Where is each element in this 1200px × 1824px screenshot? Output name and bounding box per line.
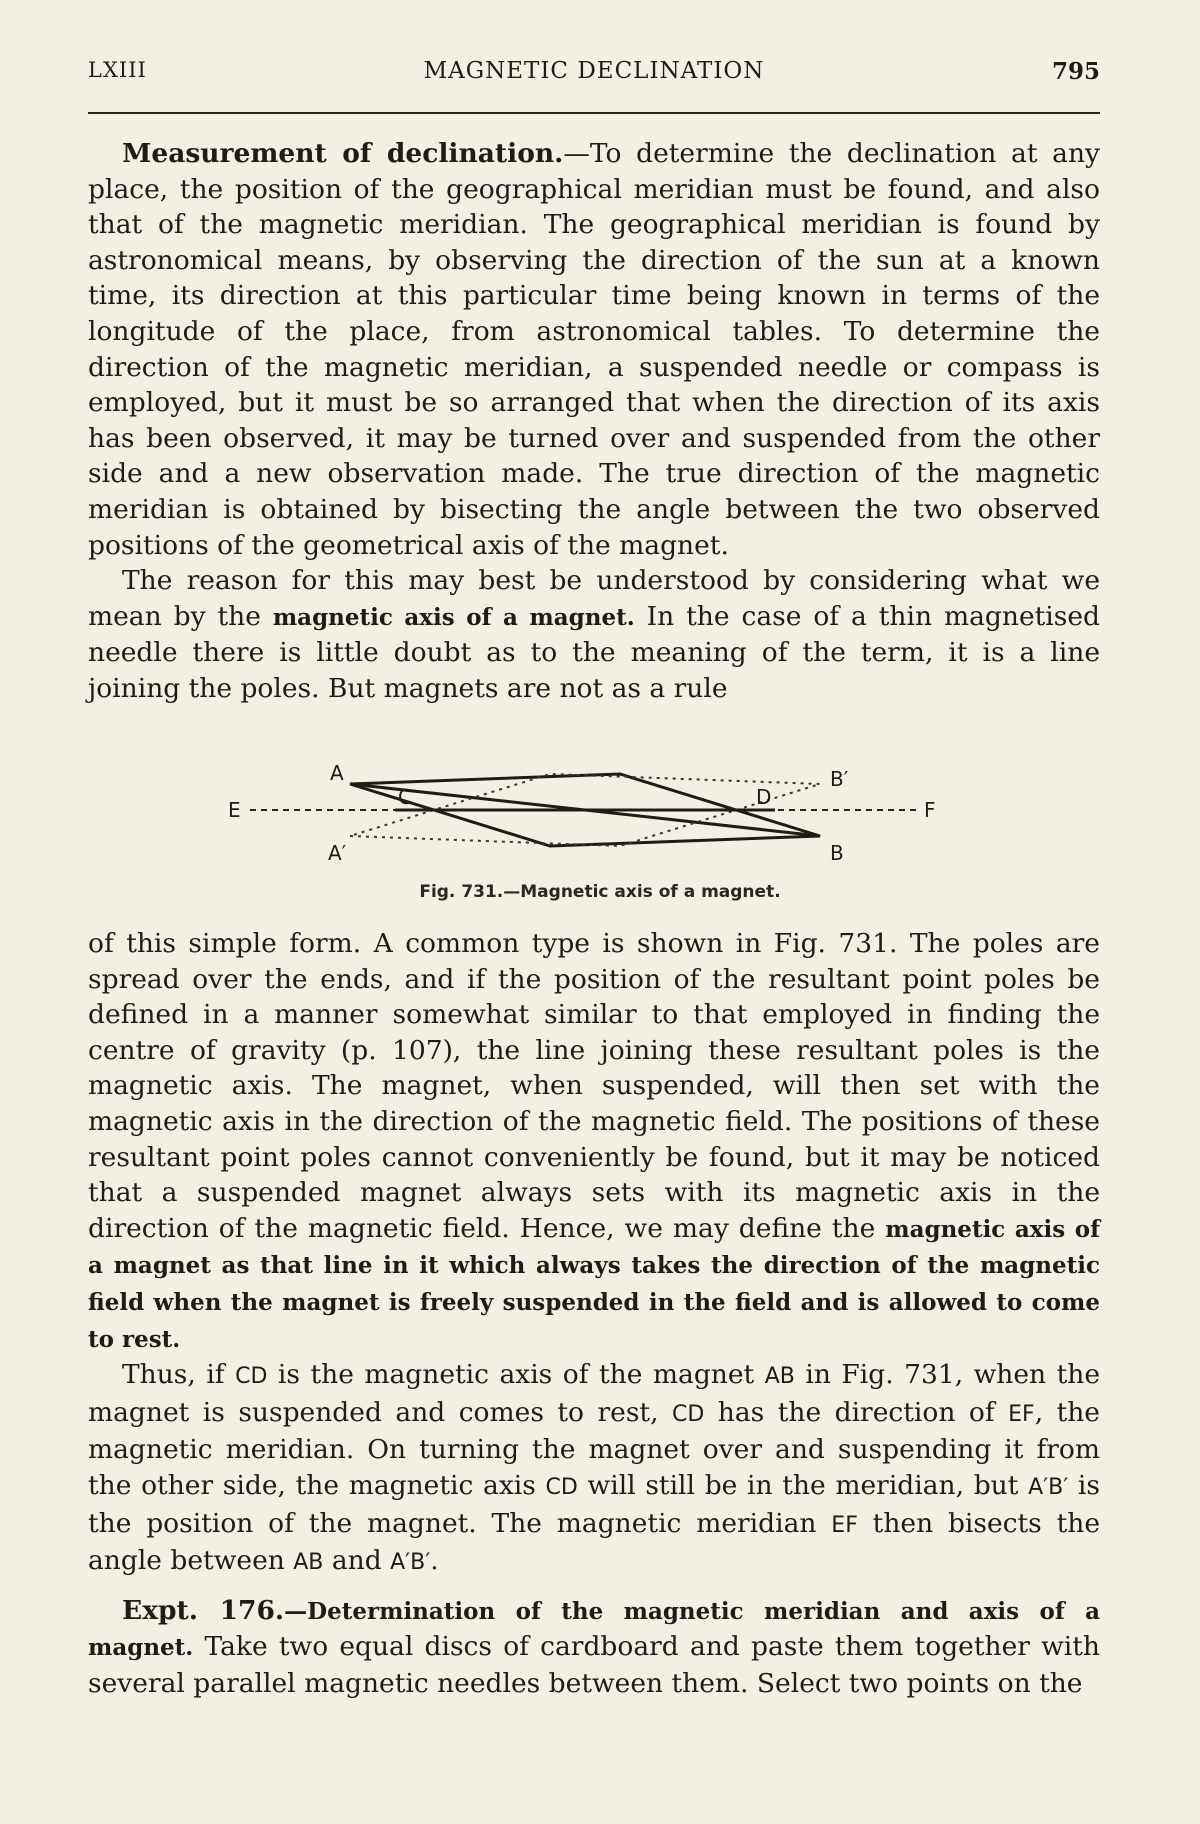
paragraph-text: is the position of the magnet. The magnetic meridian	[88, 1469, 1100, 1539]
letter-label: AB	[764, 1364, 795, 1390]
letter-label: CD	[235, 1364, 268, 1390]
paragraph-thus	[88, 1357, 1100, 1581]
paragraph-text: will still be in the meridian, but	[577, 1469, 1029, 1501]
label-f: F	[924, 798, 936, 822]
paragraph-text: In the case of a thin magnetised needle there is little doubt as to the meaning of the term, it is a line joining the poles. But magnets are not as a rule	[88, 600, 1100, 704]
paragraph-text: and	[323, 1545, 391, 1577]
paragraph-text: The reason for this may best be understood by considering what we mean by the	[88, 565, 1100, 632]
definition-magnetic-axis: magnetic axis of a magnet as that line in it which always takes the direction of the magnetic field when the magnet is freely suspended in the field and is allowed to come to rest.	[88, 1215, 1101, 1353]
letter-label: AB	[293, 1550, 324, 1576]
magnet-axis-diagram	[220, 764, 980, 874]
label-d: D	[756, 785, 772, 809]
letter-label: A′B′	[1028, 1474, 1069, 1500]
paragraph-text: has the direction of	[704, 1396, 1009, 1428]
letter-label: CD	[672, 1401, 705, 1427]
page-number: 795	[1051, 58, 1100, 85]
defined-term: magnetic axis of a magnet.	[272, 603, 635, 631]
label-a: A	[330, 764, 344, 785]
paragraph-simple-form	[88, 926, 1100, 1357]
paragraph-text: is the magnetic axis of the magnet	[267, 1359, 765, 1391]
text-block-bottom	[88, 926, 1100, 1701]
paragraph-text: then bisects the angle between	[88, 1507, 1101, 1577]
paragraph-reason	[88, 563, 1100, 706]
label-c: C	[398, 785, 412, 809]
paragraph-text: of this simple form. A common type is shown in Fig. 731. The poles are spread over the ends, and if the position of the resultant point poles be defined in a manner somewhat similar to that employed in finding the centre of gravity (p. 107), the line joining these resultant poles is the magnetic axis. The magnet, when suspended, will then set with the magnetic axis in the direction of the magnetic field. The positions of these resultant point poles cannot conveniently be found, but it may be noticed that a suspended magnet always sets with its magnetic axis in the direction of the magnetic field. Hence, we may define the	[88, 928, 1100, 1244]
paragraph-text: , the magnetic meridian. On turning the magnet over and suspending it from the other side, the magnetic axis	[88, 1396, 1100, 1501]
header-rule	[88, 112, 1100, 114]
paragraph-measurement	[88, 136, 1100, 563]
running-title: MAGNETIC DECLINATION	[423, 58, 765, 84]
label-e: E	[228, 798, 241, 822]
paragraph-text: —To determine the declination at any place, the position of the geographical meridian must be found, and also that of the magnetic meridian. The geographical meridian is found by astronomical means, by observing the direction of the sun at a known time, its direction at this particular time being known in terms of the longitude of the place, from astronomical tables. To determine the direction of the magnetic meridian, a suspended needle or compass is employed, but it must be so arranged that when the direction of its axis has been observed, it may be turned over and suspended from the other side and a new observation made. The true direction of the magnetic meridian is obtained by bisecting the angle between the two observed positions of the geometrical axis of the magnet.	[88, 138, 1100, 561]
paragraph-experiment	[88, 1593, 1100, 1702]
letter-label: CD	[545, 1474, 578, 1500]
paragraph-text: Take two equal discs of cardboard and paste them together with several parallel magnetic needles between them. Select two points on the	[88, 1631, 1100, 1699]
letter-label: EF	[1008, 1401, 1035, 1427]
text-block-top	[88, 136, 1100, 707]
experiment-label: Expt. 176.	[122, 1594, 285, 1626]
label-b: B	[830, 841, 844, 865]
paragraph-text: .	[430, 1545, 439, 1577]
experiment-title: —Determination of the magnetic meridian and axis of a magnet.	[88, 1597, 1101, 1662]
label-a-prime: A′	[328, 841, 347, 865]
figure-caption: Fig. 731.—Magnetic axis of a magnet.	[419, 882, 781, 902]
letter-label: A′B′	[390, 1550, 431, 1576]
running-header	[88, 54, 1100, 94]
chapter-number: LXIII	[88, 58, 147, 82]
label-b-prime: B′	[830, 767, 849, 791]
paragraph-text: Thus, if	[122, 1359, 236, 1391]
section-heading: Measurement of declination.	[122, 138, 564, 169]
letter-label: EF	[831, 1512, 858, 1538]
paragraph-text: in Fig. 731, when the magnet is suspended and comes to rest,	[88, 1359, 1101, 1428]
